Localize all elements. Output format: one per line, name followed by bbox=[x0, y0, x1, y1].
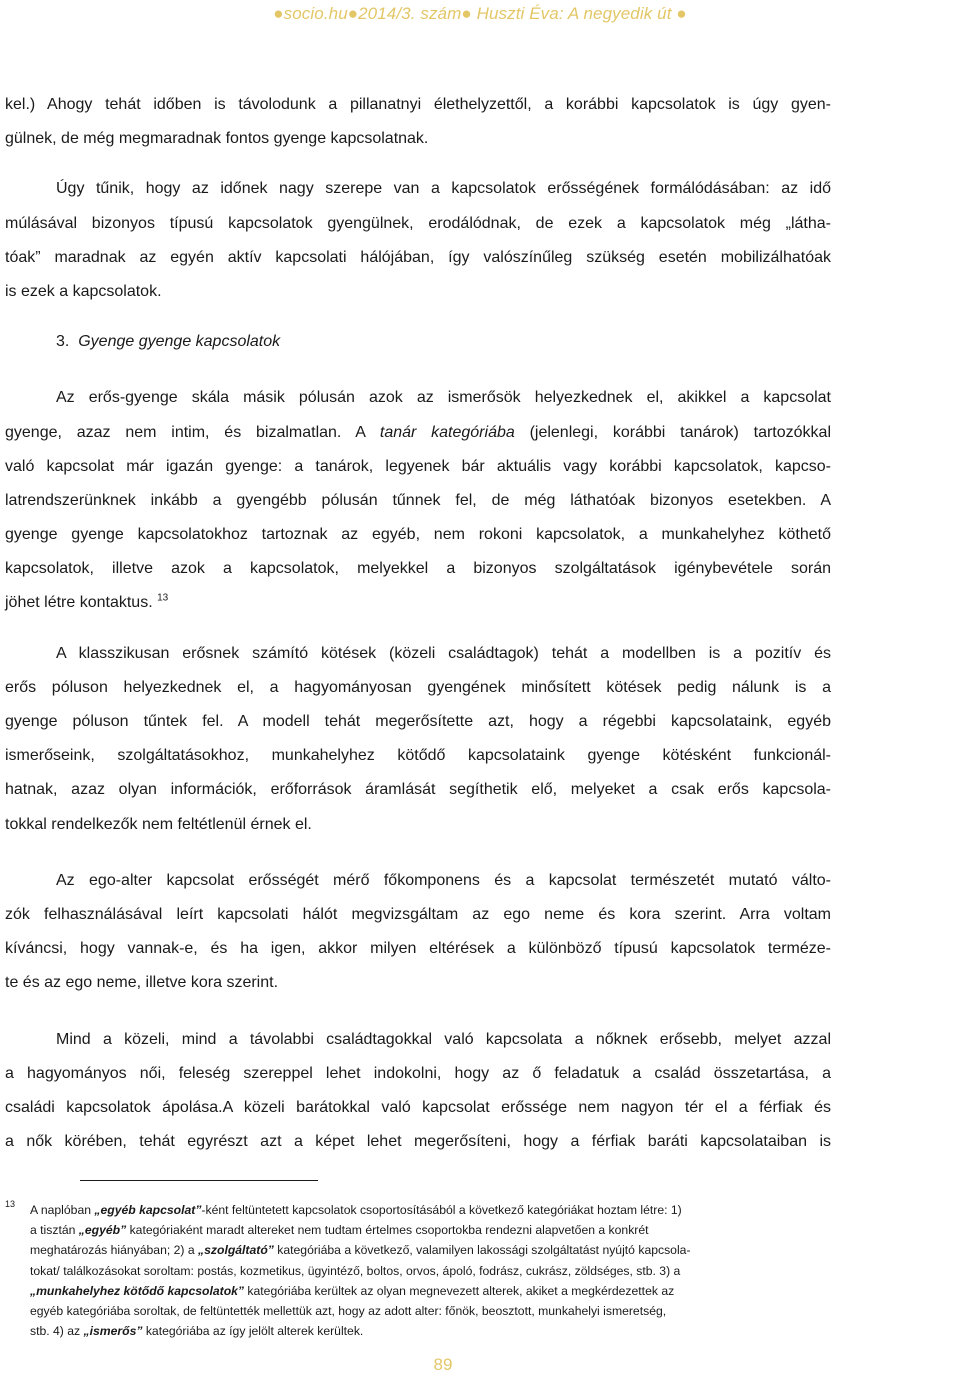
page-body bbox=[5, 88, 831, 1159]
paragraph-line: latrendszerünknek inkább a gyengébb pólusán tűnnek fel, de még láthatóak bizonyos esetekben. A bbox=[5, 491, 831, 509]
paragraph-line: családi kapcsolatok ápolása.A közeli barátokkal való kapcsolat erőssége nem nagyon tér el a férfiak és bbox=[5, 1098, 831, 1116]
page-number: 89 bbox=[433, 1355, 453, 1374]
paragraph-line: jöhet létre kontaktus. $^{13}$ bbox=[5, 593, 169, 612]
paragraph-line: te és az ego neme, illetve kora szerint. bbox=[5, 974, 279, 992]
paragraph-line: gyenge, azaz nem intim, és bizalmatlan. A tanár kategóriába (jelenlegi, korábbi tanárok) tartozókkal bbox=[5, 423, 831, 441]
paragraph-line: hatnak, azaz olyan információk, erőforrások áramlását segíthetik elő, melyeket a csak erős kapcsola- bbox=[5, 781, 831, 799]
paragraph-line: tokkal rendelkezők nem feltétlenül érnek el. bbox=[5, 815, 312, 833]
section-title: Gyenge gyenge kapcsolatok bbox=[78, 333, 281, 351]
paragraph-line: A klasszikusan erősnek számító kötések (közeli családtagok) tehát a modellben is a pozitív és bbox=[56, 644, 831, 662]
footnote-line: a tisztán „egyéb” kategóriaként maradt altereket nem tudtam értelmes csoportokba rendezni alapvetően a konkrét bbox=[30, 1223, 649, 1238]
paragraph-line: kapcsolatok, illetve azok a kapcsolatok, melyekkel a bizonyos szolgáltatások igénybevétele során bbox=[5, 560, 831, 578]
paragraph-line: gülnek, de még megmaradnak fontos gyenge kapcsolatnak. bbox=[5, 130, 429, 148]
paragraph-line: kel.) Ahogy tehát időben is távolodunk a pillanatnyi élethelyzettől, a korábbi kapcsolatok is úgy gyen- bbox=[5, 96, 831, 113]
footnote-line: „munkahelyhez kötődő kapcsolatok” kategóriába kerültek az olyan megnevezett alterek, akiket a megkérdezettek az bbox=[30, 1283, 675, 1298]
paragraph-line: gyenge póluson tűntek fel. A modell tehát megerősítette azt, hogy a régebbi kapcsolataink, egyéb bbox=[5, 713, 831, 730]
paragraph-line: erős póluson helyezkednek el, a hagyományosan gyengének minősített kötések pedig nálunk is a bbox=[5, 678, 831, 696]
footnote-line: egyéb kategóriába soroltak, de feltüntették mellettük azt, hogy az adott alter: főnök, beosztott, munkahelyi ismeretség, bbox=[30, 1303, 667, 1318]
paragraph-line: a hagyományos női, feleség szereppel lehet indokolni, hogy az ő feladatuk a család összetartása, a bbox=[5, 1064, 831, 1082]
paragraph-line: Úgy tűnik, hogy az időnek nagy szerepe van a kapcsolatok erősségének formálódásában: az idő bbox=[56, 180, 831, 198]
footnote-line: meghatározás hiányában; 2) a „szolgáltató” kategóriába a következő, valamilyen lakossági szolgáltatást nyújtó kapcsola- bbox=[30, 1243, 691, 1258]
paragraph-line: múlásával bizonyos típusú kapcsolatok gyengülnek, erodálódnak, de ezek a kapcsolatok még „látha- bbox=[5, 214, 831, 232]
footnote-line: 13 A naplóban „egyéb kapcsolat”-ként feltüntetett kapcsolatok csoportosításából a következő kategóriákat hoztam létre: 1) bbox=[5, 1200, 831, 1220]
footnote-marker: 13 bbox=[5, 1199, 16, 1209]
paragraph-line: Mind a közeli, mind a távolabbi családtagokkal való kapcsolata a nőknek erősebb, melyet azzal bbox=[56, 1030, 831, 1048]
paragraph-line: gyenge gyenge kapcsolatokhoz tartoznak az egyéb, nem rokoni kapcsolatok, a munkahelyhez köthető bbox=[5, 526, 831, 544]
paragraph-line: tóak” maradnak az egyén aktív kapcsolati hálójában, így valószínűleg szükség esetén mobilizálhatóak bbox=[5, 248, 831, 266]
paragraph-line: is ezek a kapcsolatok. bbox=[5, 282, 162, 300]
running-header: ●socio.hu●2014/3. szám● Huszti Éva: A negyedik út ● bbox=[273, 4, 687, 23]
paragraph-line: ismerőseink, szolgáltatásokhoz, munkahelyhez kötődő kapcsolataink gyenge kötésként funkcionál- bbox=[5, 747, 831, 765]
footnote bbox=[5, 1200, 831, 1341]
section-number: 3. bbox=[56, 333, 70, 351]
footnote-line: stb. 4) az „ismerős” kategóriába az így jelölt alterek kerültek. bbox=[30, 1324, 364, 1339]
footnote-reference[interactable]: 13 bbox=[157, 593, 169, 605]
footnote-separator bbox=[80, 1180, 318, 1181]
footnote-line: tokat/ találkozásokat soroltam: postás, kozmetikus, ügyintéző, boltos, orvos, ápoló, fodrász, cukrász, zöldséges, stb. 3) a bbox=[30, 1263, 681, 1278]
paragraph-line: kíváncsi, hogy vannak-e, és ha igen, akkor milyen eltérések a különböző típusú kapcsolatok terméze- bbox=[5, 940, 831, 958]
paragraph-line: való kapcsolat már igazán gyenge: a tanárok, legyenek bár aktuális vagy korábbi kapcsolatok, kapcso- bbox=[5, 457, 831, 475]
paragraph-line: Az erős-gyenge skála másik pólusán azok az ismerősök helyezkednek el, akikkel a kapcsolat bbox=[56, 389, 831, 407]
section-heading bbox=[5, 325, 831, 359]
paragraph-line: a nők körében, tehát egyrészt azt a képet lehet megerősíteni, hogy a férfiak baráti kapcsolataiban is bbox=[5, 1133, 831, 1151]
paragraph-line: zók felhasználásával leírt kapcsolati hálót megvizsgáltam az ego neme és kora szerint. Arra voltam bbox=[5, 905, 831, 923]
paragraph-line: Az ego-alter kapcsolat erősségét mérő főkomponens és a kapcsolat természetét mutató válto- bbox=[56, 871, 831, 889]
